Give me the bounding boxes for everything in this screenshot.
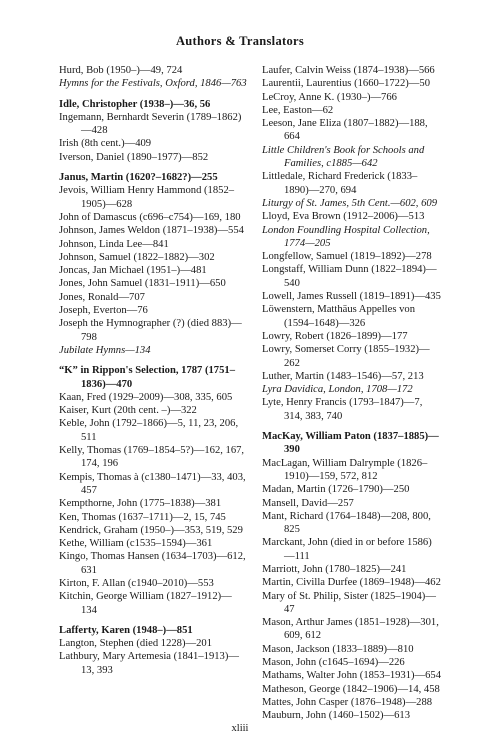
index-entry: Hurd, Bob (1950–)—49, 724 — [59, 65, 183, 76]
index-entry: London Foundling Hospital Collection, 1774—205 — [262, 224, 430, 249]
index-entry: Martin, Civilla Durfee (1869–1948)—462 — [262, 577, 441, 589]
index-entry: Kempis, Thomas à (c1380–1471)—33, 403, 457 — [59, 471, 246, 496]
index-entry: Mattes, John Casper (1876–1948)—288 — [262, 696, 433, 708]
index-entry: Lowry, Robert (1826–1899)—177 — [262, 330, 408, 342]
index-entry: Leeson, Jane Eliza (1807–1882)—188, 664 — [262, 118, 428, 143]
index-entry: Lathbury, Mary Artemesia (1841–1913)—13, 393 — [59, 651, 239, 676]
index-entry: Mason, Jackson (1833–1889)—810 — [262, 643, 414, 655]
index-entry: Kaiser, Kurt (20th cent. –)—322 — [59, 405, 197, 417]
index-entry: Irish (8th cent.)—409 — [59, 138, 152, 150]
index-entry: Hymns for the Festivals, Oxford, 1846—763 — [59, 78, 247, 90]
index-entry: Lee, Easton—62 — [262, 104, 334, 116]
index-entry: LeCroy, Anne K. (1930–)—766 — [262, 91, 397, 103]
index-entry: Mary of St. Philip, Sister (1825–1904)—47 — [262, 590, 436, 615]
index-entry: Mathams, Walter John (1853–1931)—654 — [262, 670, 442, 682]
index-entry: Idle, Christopher (1938–)—36, 56 — [59, 98, 211, 110]
index-entry: Marriott, John (1780–1825)—241 — [262, 563, 407, 575]
index-entry: Joncas, Jan Michael (1951–)—481 — [59, 265, 207, 277]
index-entry: Kelly, Thomas (1769–1854–5?)—162, 167, 174, 196 — [59, 445, 245, 470]
index-entry: Lowell, James Russell (1819–1891)—435 — [262, 291, 441, 303]
index-entry: Liturgy of St. James, 5th Cent.—602, 609 — [262, 197, 437, 209]
index-entry: Mant, Richard (1764–1848)—208, 800, 825 — [262, 510, 431, 536]
index-entry: Kempthorne, John (1775–1838)—381 — [59, 498, 222, 510]
page-number: xliii — [231, 723, 249, 734]
index-entry: MacKay, William Paton (1837–1885)—390 — [262, 431, 439, 456]
index-entry: Mason, Arthur James (1851–1928)—301, 609, 612 — [262, 617, 439, 642]
index-entry: Iverson, Daniel (1890–1977)—852 — [59, 151, 209, 163]
index-entry: John of Damascus (c696–c754)—169, 180 — [59, 211, 241, 223]
index-entry: Matheson, George (1842–1906)—14, 458 — [262, 683, 440, 695]
index-entry: Kingo, Thomas Hansen (1634–1703)—612, 631 — [59, 551, 246, 576]
index-entry: Jevois, William Henry Hammond (1852–1905)—628 — [59, 185, 235, 210]
index-entry: MacLagan, William Dalrymple (1826–1910)—159, 572, 812 — [262, 457, 428, 482]
index-entry: “K” in Rippon's Selection, 1787 (1751–1836)—470 — [59, 365, 235, 390]
index-entry: Lyte, Henry Francis (1793–1847)—7, 314, 383, 740 — [262, 397, 423, 422]
index-entry: Mason, John (c1645–1694)—226 — [262, 657, 405, 669]
index-entry: Jones, Ronald—707 — [59, 291, 145, 303]
index-entry: Langton, Stephen (died 1228)—201 — [59, 638, 212, 650]
index-entry: Kitchin, George William (1827–1912)—134 — [59, 591, 232, 616]
page-header: Authors & Translators — [175, 34, 305, 48]
index-entry: Lloyd, Eva Brown (1912–2006)—513 — [262, 211, 425, 223]
index-entry: Jones, John Samuel (1831–1911)—650 — [59, 278, 226, 290]
index-entry: Little Children's Book for Schools and Families, c1885—642 — [262, 144, 425, 170]
index-column-right — [262, 64, 442, 723]
index-entry: Longfellow, Samuel (1819–1892)—278 — [262, 251, 432, 263]
index-entry: Johnson, Linda Lee—841 — [59, 238, 169, 250]
index-entry: Lyra Davidica, London, 1708—172 — [262, 384, 413, 396]
index-entry: Kaan, Fred (1929–2009)—308, 335, 605 — [59, 391, 233, 403]
index-entry: Joseph the Hymnographer (?) (died 883)—798 — [59, 318, 242, 343]
index-entry: Johnson, James Weldon (1871–1938)—554 — [59, 225, 244, 237]
index-entry: Joseph, Everton—76 — [59, 305, 148, 317]
index-entry: Longstaff, William Dunn (1822–1894)—540 — [262, 264, 437, 289]
index-entry: Jubilate Hymns—134 — [59, 344, 151, 356]
index-entry: Ken, Thomas (1637–1711)—2, 15, 745 — [59, 511, 226, 523]
index-entry: Luther, Martin (1483–1546)—57, 213 — [262, 370, 424, 382]
index-entry: Ingemann, Bernhardt Severin (1789–1862)—428 — [59, 111, 242, 137]
index-entry: Laurentii, Laurentius (1660–1722)—50 — [262, 78, 430, 90]
index-entry: Janus, Martin (1620?–1682?)—255 — [59, 172, 218, 184]
index-entry: Laufer, Calvin Weiss (1874–1938)—566 — [262, 65, 435, 76]
index-entry: Kendrick, Graham (1950–)—353, 519, 529 — [59, 524, 243, 536]
index-entry: Madan, Martin (1726–1790)—250 — [262, 484, 410, 496]
index-entry: Mansell, David—257 — [262, 497, 354, 509]
index-entry: Keble, John (1792–1866)—5, 11, 23, 206, 511 — [59, 418, 239, 443]
index-entry: Kethe, William (c1535–1594)—361 — [59, 538, 213, 550]
index-entry: Löwenstern, Matthäus Appelles von (1594–1648)—326 — [262, 304, 415, 329]
index-entry: Mauburn, John (1460–1502)—613 — [262, 710, 411, 722]
index-entry: Lowry, Somerset Corry (1855–1932)—262 — [262, 344, 430, 369]
index-entry: Littledale, Richard Frederick (1833–1890)—270, 694 — [262, 171, 418, 196]
index-column-left — [59, 64, 247, 677]
index-entry: Marckant, John (died in or before 1586)—111 — [262, 537, 432, 562]
index-entry: Johnson, Samuel (1822–1882)—302 — [59, 251, 215, 263]
index-entry: Kirton, F. Allan (c1940–2010)—553 — [59, 577, 214, 589]
index-entry: Lafferty, Karen (1948–)—851 — [59, 624, 193, 636]
